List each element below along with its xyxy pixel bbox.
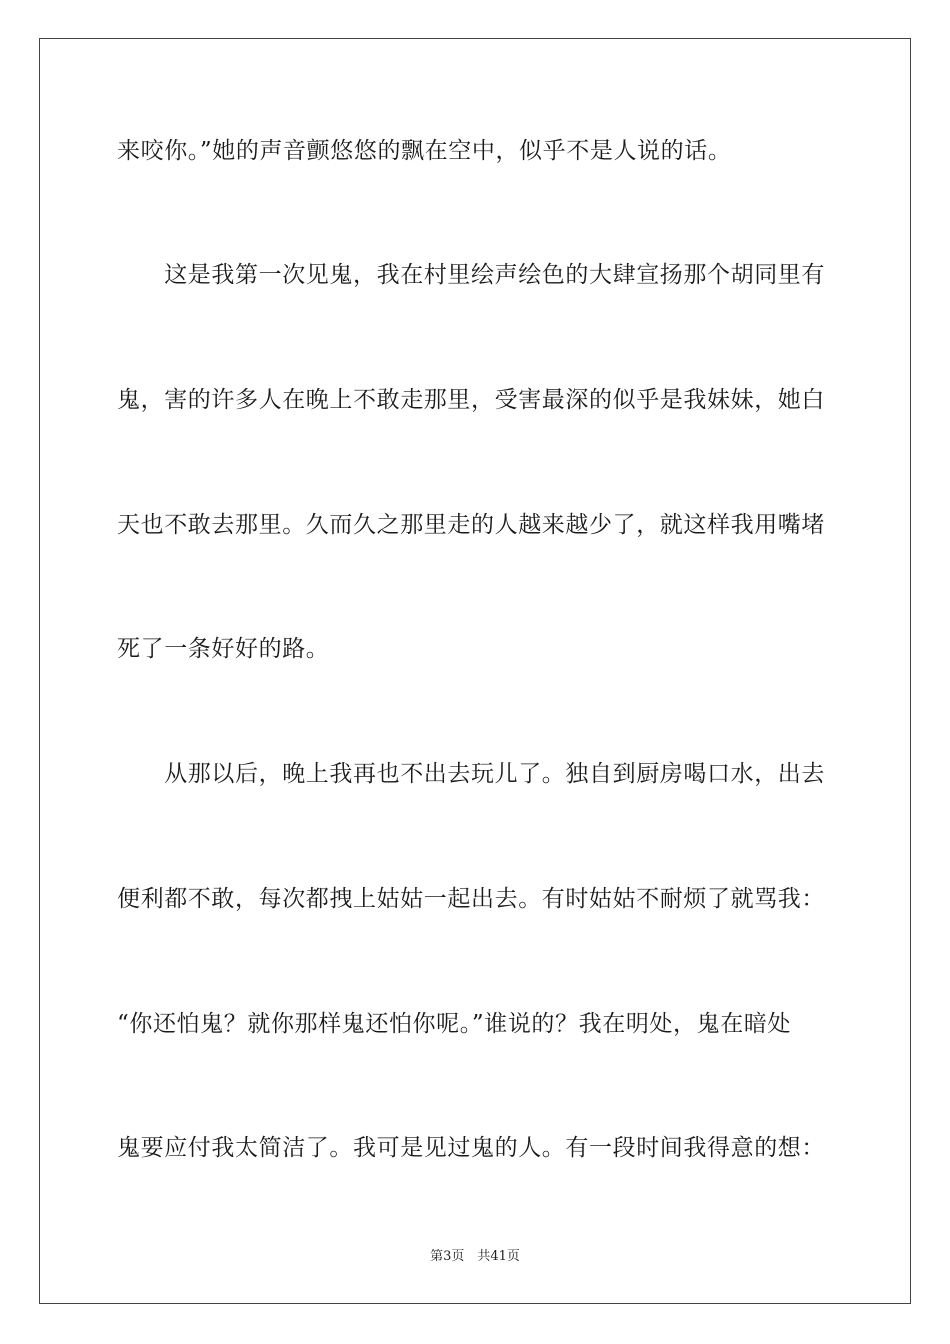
paragraph-line-2: 这是我第一次见鬼，我在村里绘声绘色的大肆宣扬那个胡同里有 xyxy=(117,262,825,288)
paragraph-line-9: 鬼要应付我太简洁了。我可是见过鬼的人。有一段时间我得意的想： xyxy=(117,1135,825,1161)
page-number-label: 第3页 共41页 xyxy=(430,1249,520,1264)
page-footer xyxy=(0,1248,950,1266)
paragraph-line-5: 死了一条好好的路。 xyxy=(117,636,330,662)
paragraph-line-4: 天也不敢去那里。久而久之那里走的人越来越少了，就这样我用嘴堵 xyxy=(117,512,825,538)
paragraph-line-8: “你还怕鬼？就你那样鬼还怕你呢。”谁说的？我在明处，鬼在暗处 xyxy=(117,1011,792,1037)
paragraph-line-1: 来咬你。”她的声音颤悠悠的飘在空中，似乎不是人说的话。 xyxy=(117,138,732,164)
page-border xyxy=(39,38,911,1304)
paragraph-line-7: 便利都不敢，每次都拽上姑姑一起出去。有时姑姑不耐烦了就骂我： xyxy=(117,886,825,912)
paragraph-line-6: 从那以后，晚上我再也不出去玩儿了。独自到厨房喝口水，出去 xyxy=(117,761,825,787)
paragraph-line-3: 鬼，害的许多人在晚上不敢走那里，受害最深的似乎是我妹妹，她白 xyxy=(117,387,825,413)
